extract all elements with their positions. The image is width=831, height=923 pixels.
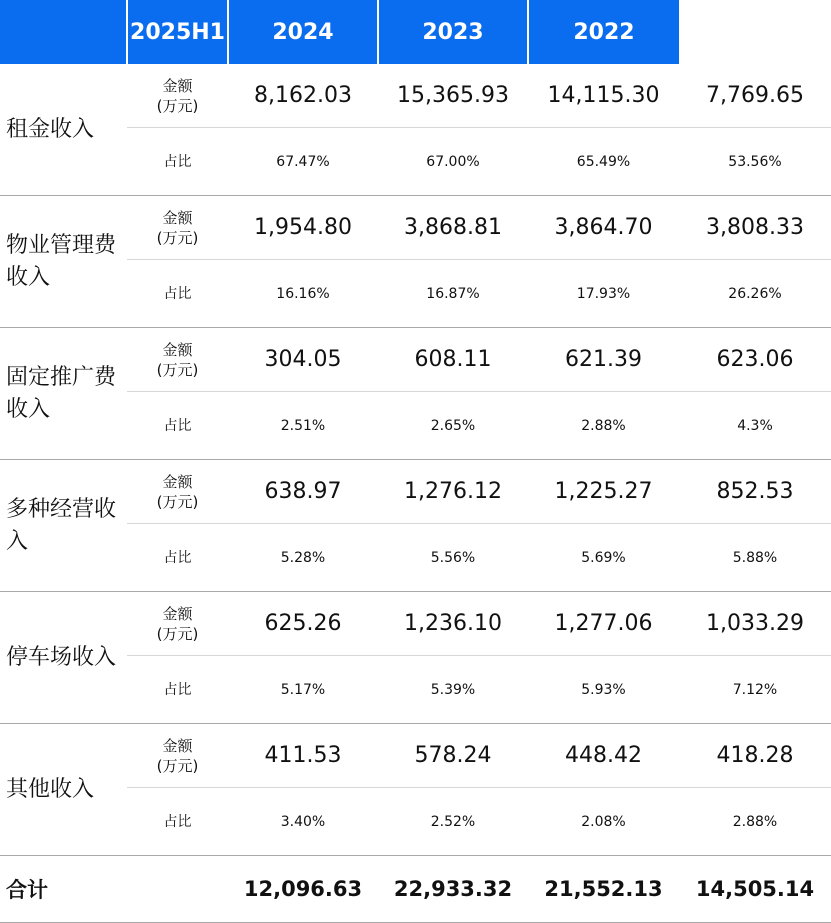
header-year-2022: 2022 bbox=[528, 0, 679, 64]
ratio-cell: 4.3% bbox=[679, 392, 831, 460]
amount-label: 金额 (万元) bbox=[127, 328, 228, 392]
amount-cell: 3,868.81 bbox=[378, 196, 528, 260]
ratio-cell: 17.93% bbox=[528, 260, 679, 328]
amount-label: 金额 (万元) bbox=[127, 64, 228, 128]
ratio-label: 占比 bbox=[127, 788, 228, 856]
ratio-cell: 16.16% bbox=[228, 260, 378, 328]
header-blank bbox=[0, 0, 127, 64]
ratio-cell: 3.40% bbox=[228, 788, 378, 856]
total-cell: 21,552.13 bbox=[528, 856, 679, 923]
amount-cell: 638.97 bbox=[228, 460, 378, 524]
amount-cell: 418.28 bbox=[679, 724, 831, 788]
amount-cell: 1,276.12 bbox=[378, 460, 528, 524]
table-row bbox=[0, 328, 831, 392]
amount-cell: 7,769.65 bbox=[679, 64, 831, 128]
ratio-cell: 53.56% bbox=[679, 128, 831, 196]
amount-cell: 1,954.80 bbox=[228, 196, 378, 260]
ratio-cell: 65.49% bbox=[528, 128, 679, 196]
total-cell: 12,096.63 bbox=[228, 856, 378, 923]
category-parking: 停车场收入 bbox=[0, 592, 127, 724]
amount-cell: 448.42 bbox=[528, 724, 679, 788]
table-row bbox=[0, 64, 831, 128]
ratio-cell: 2.51% bbox=[228, 392, 378, 460]
amount-label: 金额 (万元) bbox=[127, 724, 228, 788]
ratio-label: 占比 bbox=[127, 656, 228, 724]
ratio-cell: 5.88% bbox=[679, 524, 831, 592]
amount-cell: 1,236.10 bbox=[378, 592, 528, 656]
amount-cell: 625.26 bbox=[228, 592, 378, 656]
amount-cell: 852.53 bbox=[679, 460, 831, 524]
amount-cell: 1,277.06 bbox=[528, 592, 679, 656]
amount-cell: 578.24 bbox=[378, 724, 528, 788]
amount-cell: 15,365.93 bbox=[378, 64, 528, 128]
total-cell: 14,505.14 bbox=[679, 856, 831, 923]
ratio-label: 占比 bbox=[127, 260, 228, 328]
table-row bbox=[0, 724, 831, 788]
table-row bbox=[0, 592, 831, 656]
amount-cell: 1,033.29 bbox=[679, 592, 831, 656]
amount-cell: 8,162.03 bbox=[228, 64, 378, 128]
ratio-cell: 26.26% bbox=[679, 260, 831, 328]
amount-cell: 411.53 bbox=[228, 724, 378, 788]
category-promotion: 固定推广费收入 bbox=[0, 328, 127, 460]
ratio-label: 占比 bbox=[127, 128, 228, 196]
amount-cell: 608.11 bbox=[378, 328, 528, 392]
ratio-cell: 2.88% bbox=[528, 392, 679, 460]
total-blank bbox=[127, 856, 228, 923]
amount-cell: 14,115.30 bbox=[528, 64, 679, 128]
ratio-cell: 7.12% bbox=[679, 656, 831, 724]
amount-cell: 1,225.27 bbox=[528, 460, 679, 524]
ratio-label: 占比 bbox=[127, 524, 228, 592]
ratio-cell: 67.47% bbox=[228, 128, 378, 196]
table-row bbox=[0, 460, 831, 524]
amount-cell: 304.05 bbox=[228, 328, 378, 392]
ratio-cell: 5.69% bbox=[528, 524, 679, 592]
ratio-cell: 5.93% bbox=[528, 656, 679, 724]
total-row bbox=[0, 856, 831, 923]
ratio-cell: 5.28% bbox=[228, 524, 378, 592]
ratio-cell: 2.65% bbox=[378, 392, 528, 460]
ratio-cell: 67.00% bbox=[378, 128, 528, 196]
total-cell: 22,933.32 bbox=[378, 856, 528, 923]
header-year-2023: 2023 bbox=[378, 0, 528, 64]
ratio-cell: 5.56% bbox=[378, 524, 528, 592]
category-diversified: 多种经营收入 bbox=[0, 460, 127, 592]
ratio-cell: 5.17% bbox=[228, 656, 378, 724]
amount-cell: 3,808.33 bbox=[679, 196, 831, 260]
table-row bbox=[0, 196, 831, 260]
header-row bbox=[0, 0, 831, 64]
amount-label: 金额 (万元) bbox=[127, 196, 228, 260]
ratio-cell: 16.87% bbox=[378, 260, 528, 328]
total-label: 合计 bbox=[0, 856, 127, 923]
amount-cell: 3,864.70 bbox=[528, 196, 679, 260]
ratio-cell: 5.39% bbox=[378, 656, 528, 724]
ratio-cell: 2.52% bbox=[378, 788, 528, 856]
category-property-mgmt: 物业管理费收入 bbox=[0, 196, 127, 328]
ratio-label: 占比 bbox=[127, 392, 228, 460]
amount-cell: 621.39 bbox=[528, 328, 679, 392]
ratio-cell: 2.88% bbox=[679, 788, 831, 856]
amount-cell: 623.06 bbox=[679, 328, 831, 392]
header-year-2025h1: 2025H1 bbox=[127, 0, 228, 64]
category-other: 其他收入 bbox=[0, 724, 127, 856]
header-year-2024: 2024 bbox=[228, 0, 378, 64]
ratio-cell: 2.08% bbox=[528, 788, 679, 856]
amount-label: 金额 (万元) bbox=[127, 592, 228, 656]
amount-label: 金额 (万元) bbox=[127, 460, 228, 524]
category-rent: 租金收入 bbox=[0, 64, 127, 196]
